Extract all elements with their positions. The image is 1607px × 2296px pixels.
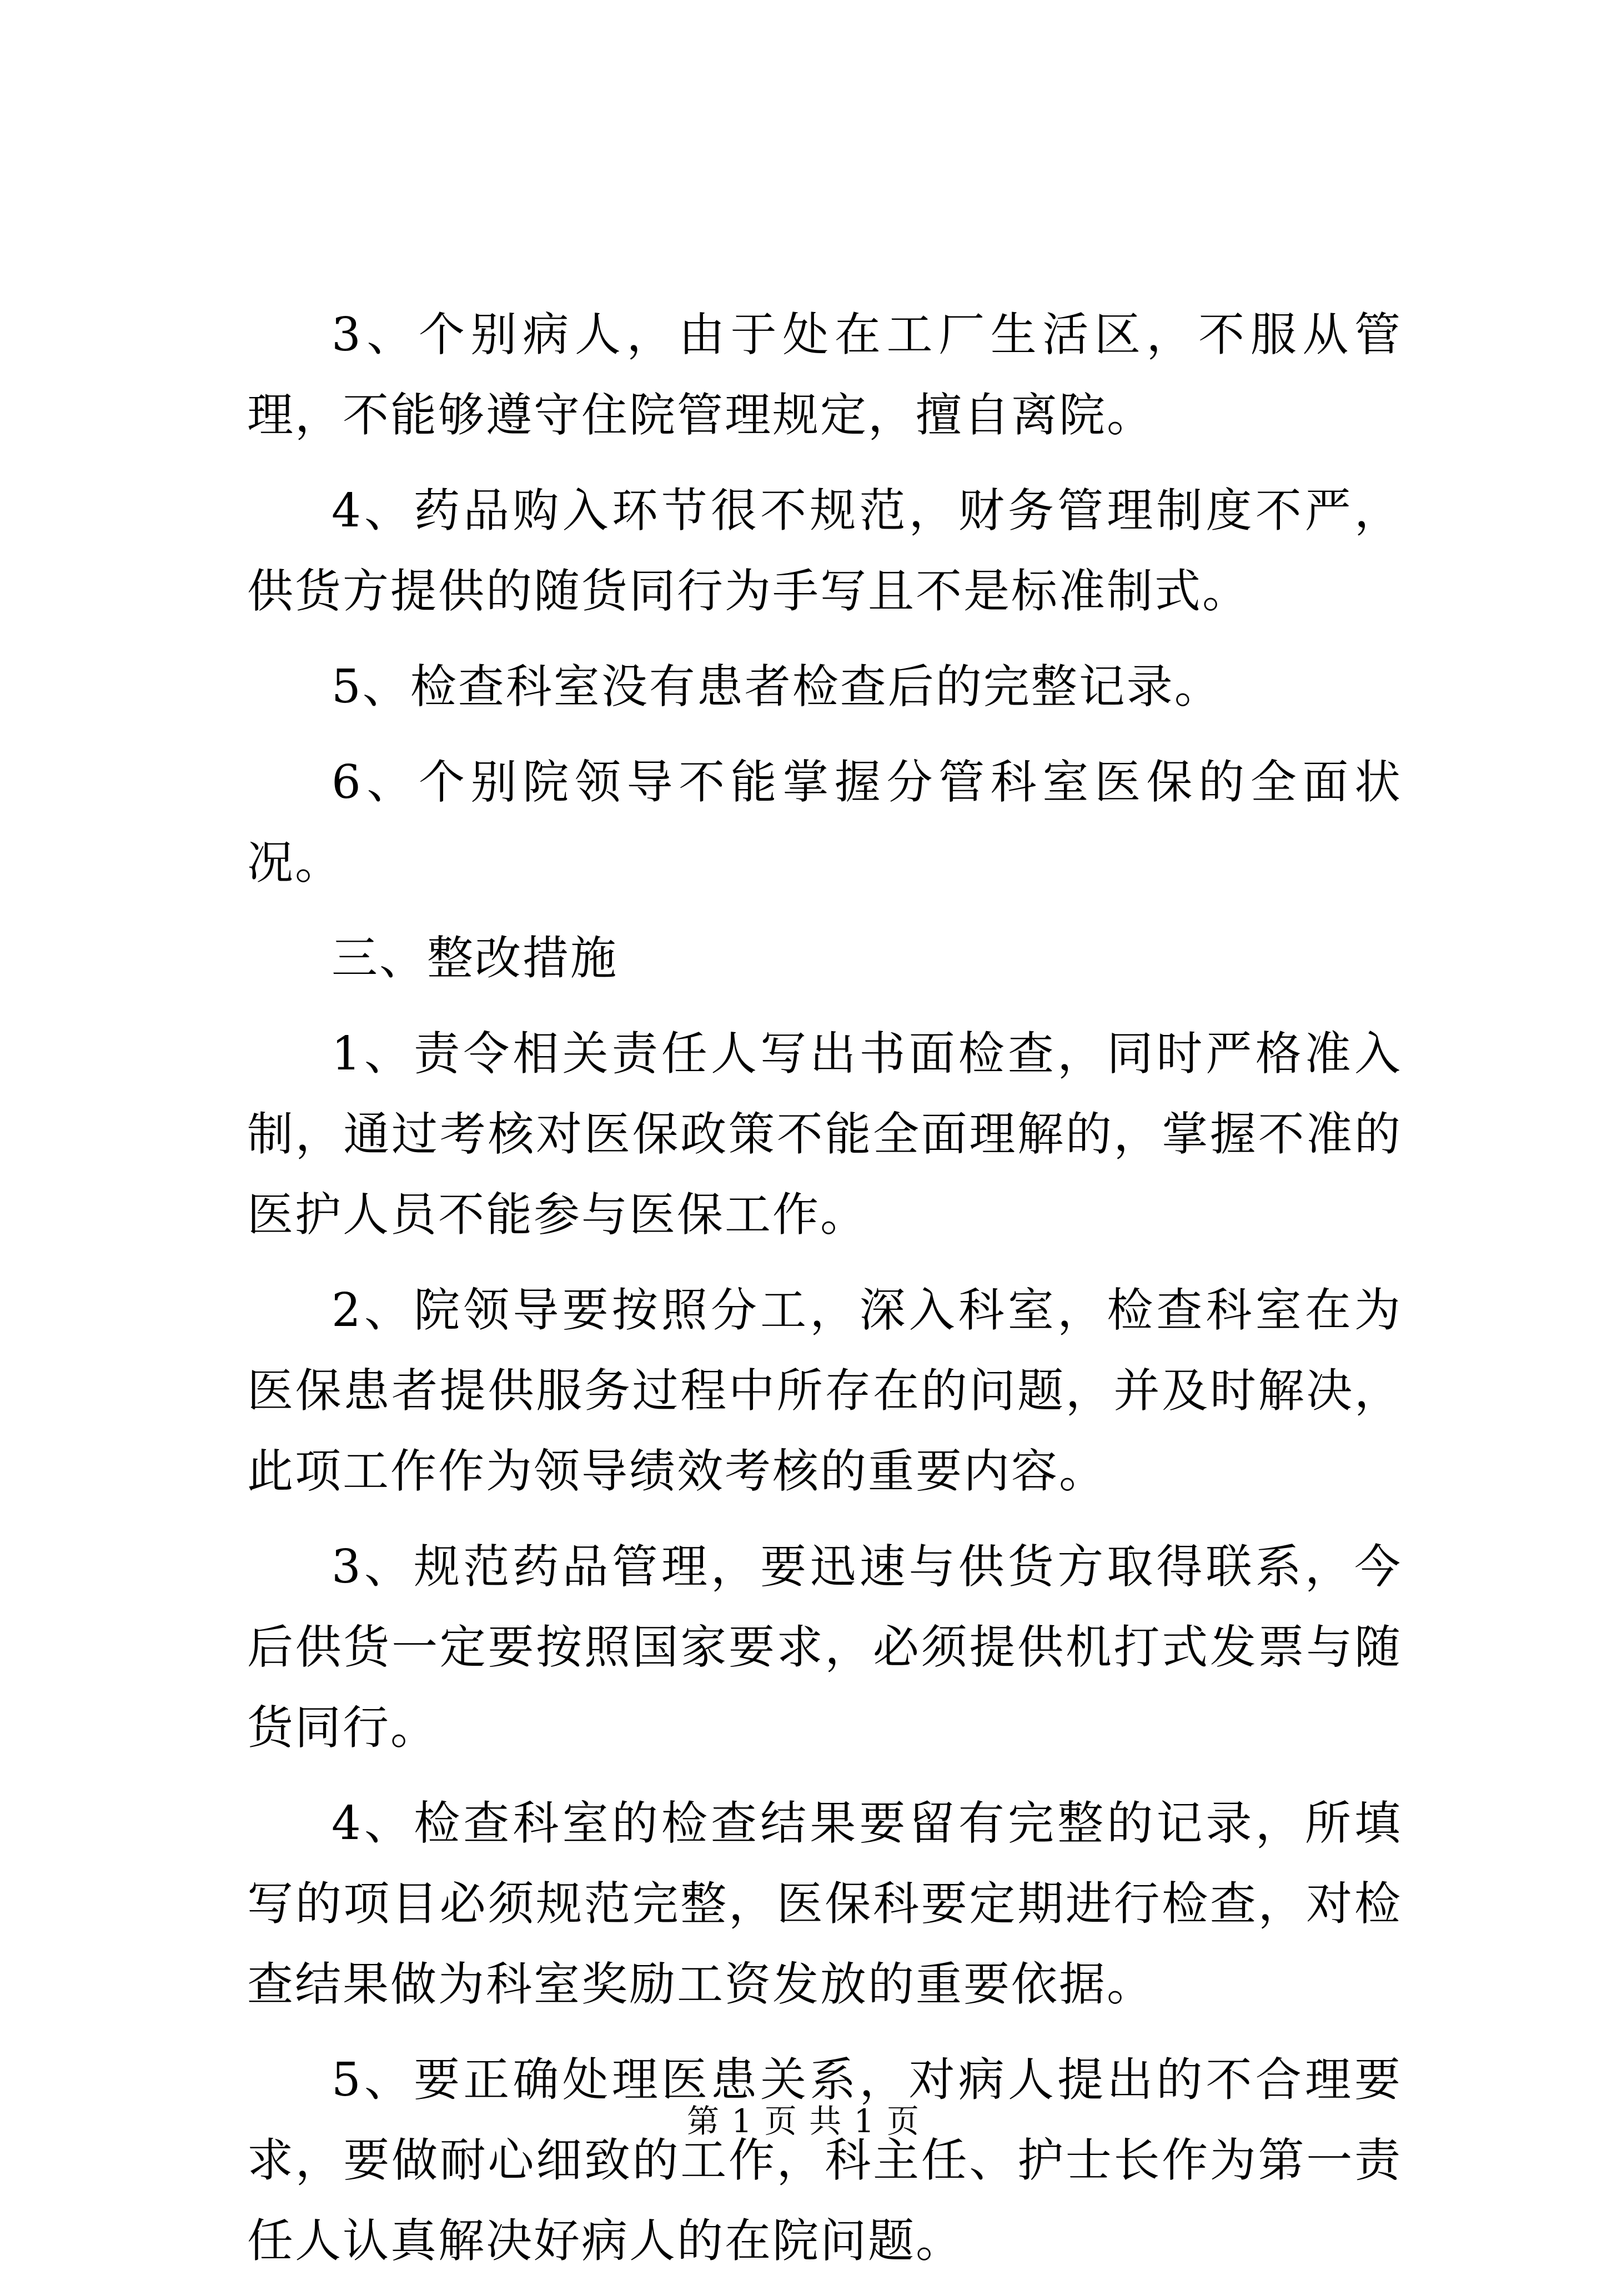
section-heading: 三、整改措施: [332, 931, 618, 985]
paragraph-issue-5: 5、检查科室没有患者检查后的完整记录。: [332, 660, 1222, 714]
paragraph-issue-3: 3、个别病人，由于处在工厂生活区，不服从管理，不能够遵守住院管理规定，擅自离院。: [247, 308, 1402, 442]
page-footer: 第 1 页 共 1 页: [687, 2102, 920, 2140]
paragraph-issue-6: 6、个别院领导不能掌握分管科室医保的全面状况。: [247, 755, 1402, 890]
paragraph-issue-4: 4、药品购入环节很不规范，财务管理制度不严，供货方提供的随货同行为手写且不是标准制式。: [247, 484, 1402, 618]
paragraph-measure-3: 3、规范药品管理，要迅速与供货方取得联系，今后供货一定要按照国家要求，必须提供机打式发票与随货同行。: [247, 1540, 1402, 1755]
paragraph-measure-2: 2、院领导要按照分工，深入科室，检查科室在为医保患者提供服务过程中所存在的问题，并及时解决，此项工作作为领导绩效考核的重要内容。: [247, 1283, 1402, 1498]
paragraph-measure-4: 4、检查科室的检查结果要留有完整的记录，所填写的项目必须规范完整，医保科要定期进行检查，对检查结果做为科室奖励工资发放的重要依据。: [247, 1796, 1402, 2011]
paragraph-measure-1: 1、责令相关责任人写出书面检查，同时严格准入制，通过考核对医保政策不能全面理解的，掌握不准的医护人员不能参与医保工作。: [247, 1027, 1402, 1242]
document-body: [247, 294, 1402, 2296]
paragraph-measure-5: 5、要正确处理医患关系，对病人提出的不合理要求，要做耐心细致的工作，科主任、护士长作为第一责任人认真解决好病人的在院问题。: [247, 2053, 1402, 2268]
